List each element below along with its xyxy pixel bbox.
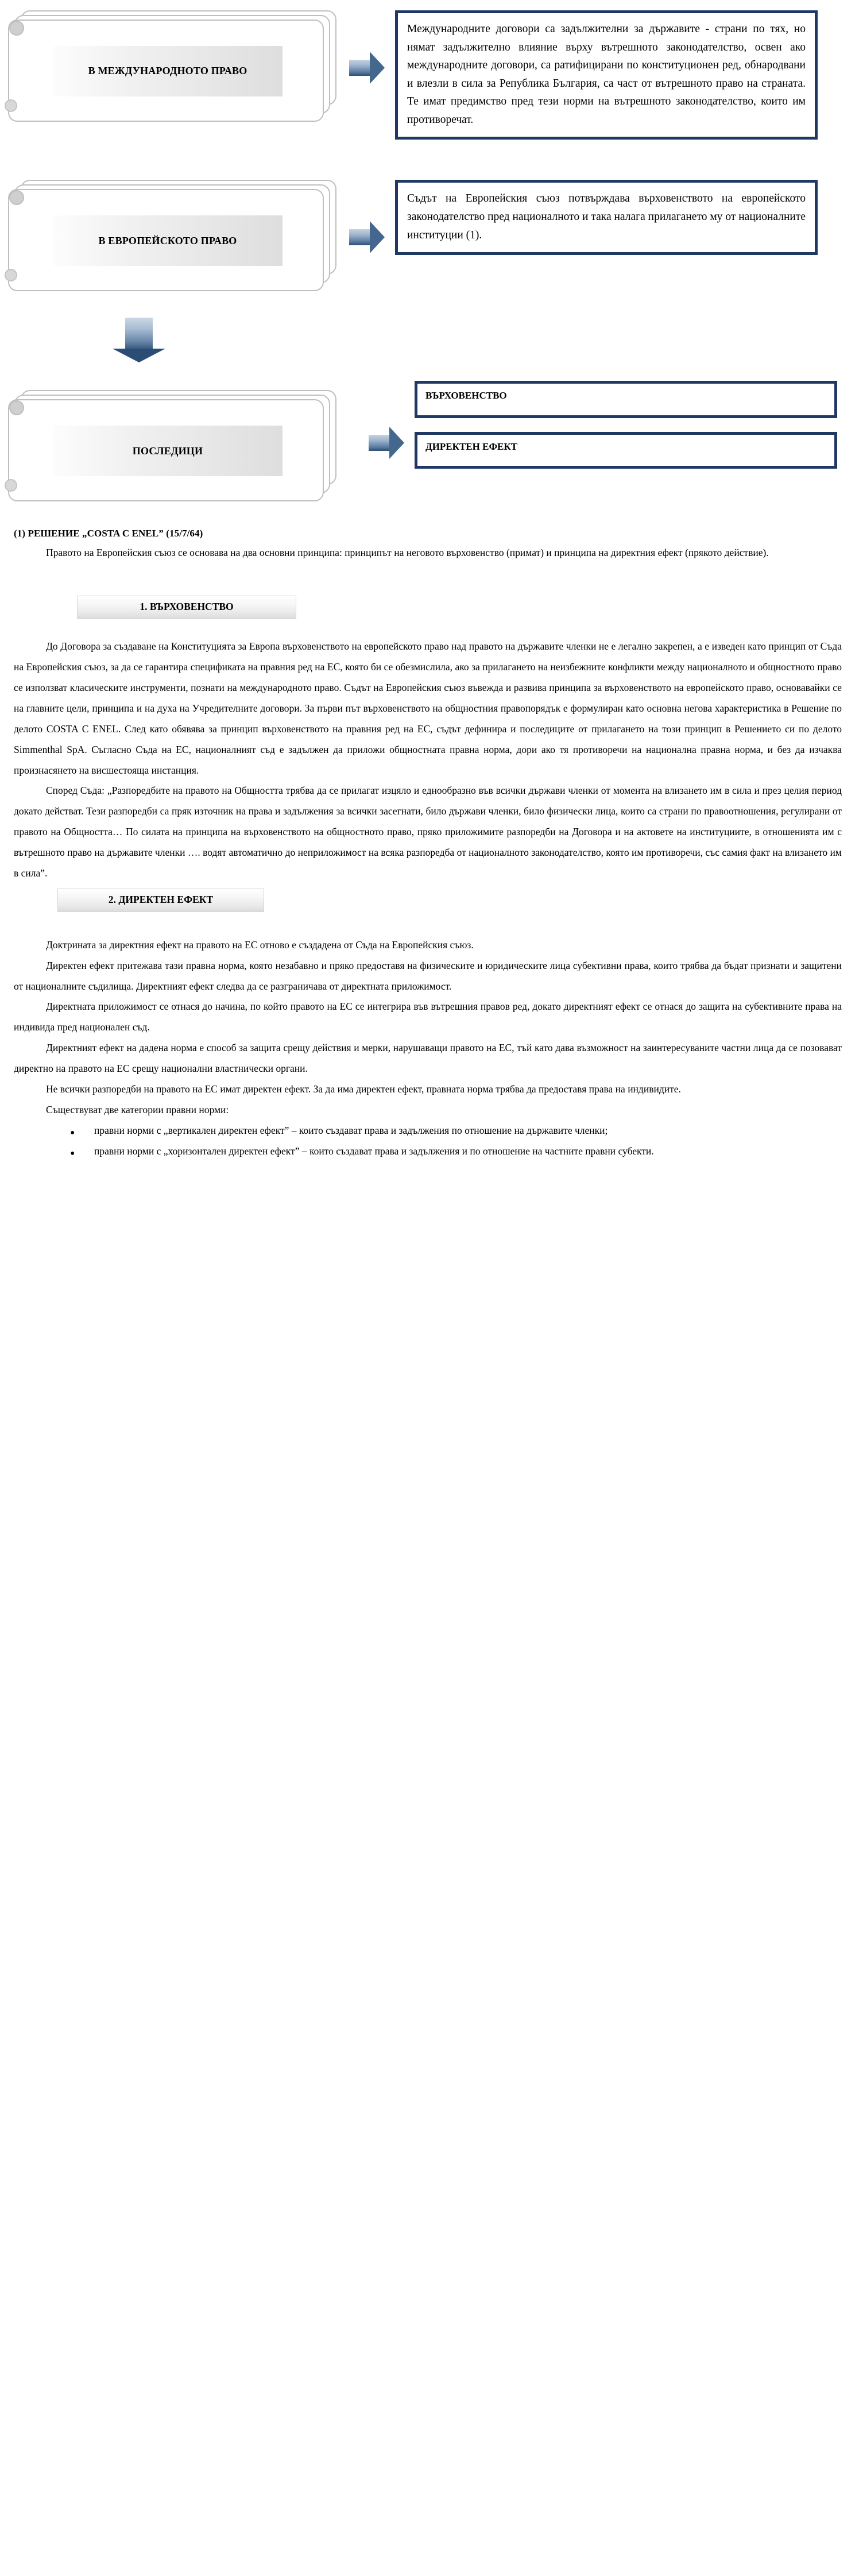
- paragraph: До Договора за създаване на Конституцията за Европа върховенството на европейското право над правото на държавите членки не е легално закрепен, а е изведен като принцип от Съда на Европейския съюз, за да се гарантира спецификата на правния ред на ЕС, която би се обезмислила, ако за прилагането на неизбежните конфликти между националното и общностното право се използват класическите инструменти, познати на международното право. Съдът на Европейския съюз въвежда и развива принципа за върховенството на европейското право, основавайки се на главните цели, принципа и на духа на Учредителните договори. За първи път върховенството на общностния правопорядък е формулиран като основна негова характеристика в Решение по делото COSTA C ENEL. След като обявява за принцип върховенството на правния ред на ЕС, съдът дефинира и последиците от прилагането на този принцип в Решението си по делото Simmenthal SpA. Съгласно Съда на ЕС, националният съд е задължен да приложи общностната правна норма, дори ако тя противоречи на национална правна норма, и без да изчаква произнасянето на висшестояща инстанция.: [14, 640, 842, 776]
- paragraph: Директният ефект на дадена норма е способ за защита срещу действия и мерки, нарушаващи правото на ЕС, тъй като дава възможност на заинтересуваните частни лица да се позовават директно на правото на ЕС срещу национални властнически органи.: [14, 1042, 842, 1075]
- paragraph: Директен ефект притежава тази правна норма, която незабавно и пряко предоставя на физическите и юридическите лица субективни права, които трябва да бъдат признати и защитени от националните съдилища. Директният ефект следва да се разграничава от директната приложимост.: [14, 959, 842, 992]
- section-heading-direct-effect: 2. ДИРЕКТЕН ЕФЕКТ: [57, 889, 264, 912]
- arrow-shaft: [349, 229, 371, 245]
- arrow-head: [370, 221, 385, 253]
- footnote-paragraph: Правото на Европейския съюз се основава на два основни принципа: принципът на неговото върховенство (примат) и принципа на директния ефект (прякото действие).: [46, 547, 769, 559]
- footnote-heading: (1) РЕШЕНИЕ „COSTA C ENEL” (15/7/64): [14, 528, 203, 539]
- scroll-shape-consequences: [8, 390, 336, 505]
- scroll-shape-label: ПОСЛЕДИЦИ: [53, 426, 283, 476]
- scroll-shape-label: В ЕВРОПЕЙСКОТО ПРАВО: [53, 215, 283, 266]
- paragraph: Съществуват две категории правни норми:: [46, 1103, 229, 1115]
- scroll-curl-top-icon: [9, 21, 24, 36]
- arrow-head: [113, 349, 165, 362]
- paragraph: Не всички разпоредби на правото на ЕС имат директен ефект. За да има директен ефект, правната норма трябва да предоставя права на индивидите.: [46, 1083, 681, 1095]
- diagram-row-european-law: [0, 180, 859, 295]
- arrow-shaft: [349, 60, 371, 76]
- right-arrow-icon: [349, 221, 385, 253]
- paragraph: Доктрината за директния ефект на правото на ЕС отново е създадена от Съда на Европейския съюз.: [46, 939, 474, 951]
- section-heading-supremacy: 1. ВЪРХОВЕНСТВО: [77, 596, 296, 619]
- diagram-row-consequences: [0, 385, 859, 505]
- section-body-supremacy: [0, 636, 859, 884]
- document-page: [0, 0, 859, 1175]
- scroll-curl-bottom-icon: [5, 99, 17, 112]
- footnote-block: [0, 528, 859, 563]
- paragraph: Според Съда: „Разпоредбите на правото на Общността трябва да се прилагат изцяло и еднообразно във всички държави членки от момента на влизането им в сила и през целия период докато действат. Тези разпоредби са пряк източник на права и задължения за всички засегнати, било държави членки, било физически лица, които са страни по правоотношения, регулирани от правото на Общността… По силата на принципа на върховенството на общностното право, пряко приложимите разпоредби на Договора и на актовете на институциите, в отношенията им с вътрешното право на държавите членки …. водят автоматично до неприложимост на всяка разпоредба от националното законодателство, която им противоречи, със самия факт на влизането им в сила”.: [14, 785, 842, 879]
- legal-norm-categories-list: [14, 1121, 842, 1162]
- down-arrow-wrapper: [0, 318, 859, 362]
- results-column: [415, 381, 837, 468]
- section-body-direct-effect: [0, 935, 859, 1162]
- result-box-direct-effect: ДИРЕКТЕН ЕФЕКТ: [415, 432, 837, 469]
- scroll-shape-european-law: [8, 180, 336, 295]
- arrow-head: [389, 427, 404, 459]
- textbox-international-law: Международните договори са задължителни за държавите - страни по тях, но нямат задължително влияние върху вътрешното законодателство, освен ако международните договори, са ратифицирани по конституционен ред, обнародвани и влезли в сила за Република България, са част от вътрешното право на страната. Те имат предимство пред тези норми на вътрешното законодателство, които им противоречат.: [395, 10, 818, 140]
- diagram-row-international-law: [0, 0, 859, 140]
- list-item: • правни норми с „хоризонтален директен ефект” – които създават права и задължения и по отношение на частните правни субекти.: [65, 1141, 842, 1162]
- list-item: • правни норми с „вертикален директен ефект” – които създават права и задължения по отношение на държавите членки;: [65, 1121, 842, 1141]
- right-arrow-icon: [349, 52, 385, 84]
- arrow-shaft: [125, 318, 153, 350]
- textbox-european-law: Съдът на Европейския съюз потвърждава върховенството на европейското законодателство пред националното и така налага прилагането му от националните институции (1).: [395, 180, 818, 255]
- result-box-supremacy: ВЪРХОВЕНСТВО: [415, 381, 837, 418]
- scroll-shape-international-law: [8, 10, 336, 125]
- arrow-head: [370, 52, 385, 84]
- scroll-shape-label: В МЕЖДУНАРОДНОТО ПРАВО: [53, 46, 283, 96]
- arrow-shaft: [369, 435, 390, 451]
- down-arrow-icon: [113, 318, 165, 362]
- right-arrow-icon: [369, 427, 404, 459]
- paragraph: Директната приложимост се отнася до начина, по който правото на ЕС се интегрира във вътрешния правов ред, докато директният ефект се отнася до защита на субективните права на индивида пред национален съд.: [14, 1001, 842, 1033]
